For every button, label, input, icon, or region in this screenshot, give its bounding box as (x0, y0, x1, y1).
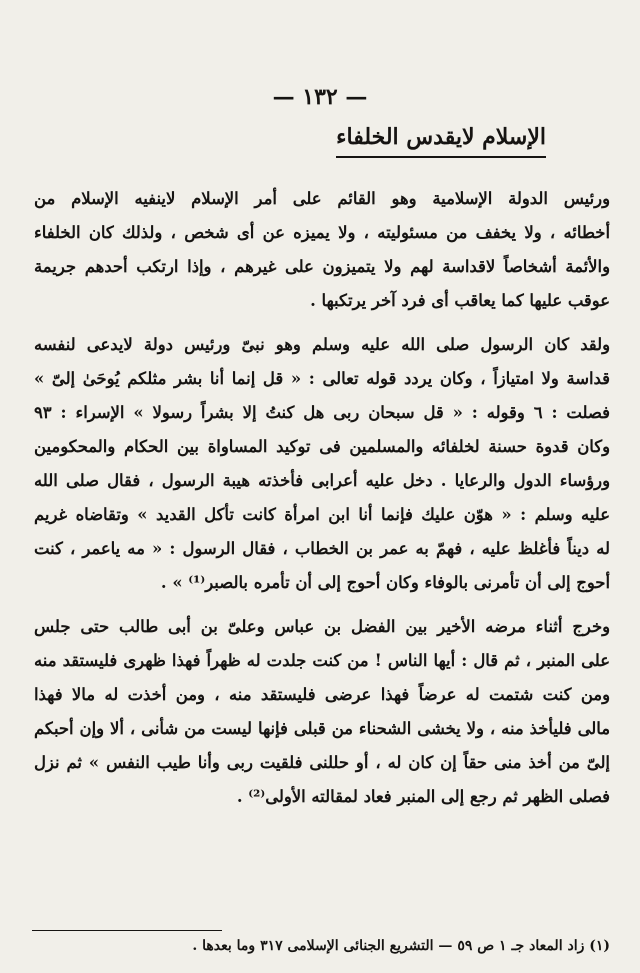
text-line: وكان قدوة حسنة لخلفائه والمسلمين فى توكيد المساواة بين الحكام والمحكومين (34, 437, 610, 456)
text-line: له ديناً فأغلظ عليه ، فهمّ به عمر بن الخطاب ، فقال الرسول : « مه ياعمر ، كنت (34, 539, 610, 558)
text-line: ورئيس الدولة الإسلامية وهو القائم على أمر الإسلام لاينفيه الإسلام من (34, 189, 610, 208)
text-line: قداسة ولا امتيازاً ، وكان يردد قوله تعالى : « قل إنما أنا بشر مثلكم يُوحَىٰ إلىّ » (34, 369, 610, 388)
text-line: عليه وسلم : « هوّن عليك فإنما أنا ابن امرأة كانت تأكل القديد » وتقاضاه غريم (34, 505, 610, 524)
footnote-divider (32, 930, 222, 931)
text-line: أخطائه ، ولا يخفف من مسئوليته ، ولا يميزه عن أى شخص ، ولذلك كان الخلفاء (34, 223, 610, 242)
text-line: ولقد كان الرسول صلى الله عليه وسلم وهو نبىّ ورئيس دولة لايدعى لنفسه (34, 335, 610, 354)
text-line: أحوج إلى أن تأمرنى بالوفاء وكان أحوج إلى أن تأمره بالصبر⁽¹⁾ » . (160, 573, 610, 592)
text-line: مالى فليأخذ منه ، ولا يخشى الشحناء من قبلى فإنها ليست من شأنى ، ألا وإن أحبكم (34, 719, 610, 738)
text-line: عوقب عليها كما يعاقب أى فرد آخر يرتكبها . (310, 291, 610, 310)
text-line: على المنبر ، ثم قال : أيها الناس ! من كنت جلدت له ظهراً فهذا ظهرى فليستقد منه (34, 651, 610, 670)
text-line: إلىّ من أخذ منى حقاً إن كان له ، أو حللنى فلقيت ربى وأنا طيب النفس » ثم نزل (34, 753, 610, 772)
paragraph-gap (34, 318, 610, 328)
footnote: (١) زاد المعاد جـ ١ ص ٥٩ — التشريع الجنائى الإسلامى ٣١٧ وما بعدها . (192, 938, 610, 954)
page-number: — ١٣٢ — (272, 84, 368, 110)
body-text (34, 182, 610, 814)
section-title: الإسلام لايقدس الخلفاء (336, 124, 546, 158)
paragraph-3 (34, 610, 610, 814)
text-line: فصلت : ٦ وقوله : « قل سبحان ربى هل كنتُ إلا بشراً رسولا » الإسراء : ٩٣ (34, 403, 610, 422)
text-line: فصلى الظهر ثم رجع إلى المنبر فعاد لمقالته الأولى⁽²⁾ . (236, 787, 610, 806)
paragraph-2 (34, 328, 610, 600)
text-line: ورؤساء الدول والرعايا . دخل عليه أعرابى فأخذته هيبة الرسول ، فقال صلى الله (34, 471, 610, 490)
text-line: والأئمة أشخاصاً لاقداسة لهم ولا يتميزون على غيرهم ، وإذا ارتكب أحدهم جريمة (34, 257, 610, 276)
paragraph-1 (34, 182, 610, 318)
text-line: وخرج أثناء مرضه الأخير بين الفضل بن عباس وعلىّ بن أبى طالب حتى جلس (34, 617, 610, 636)
paragraph-gap (34, 600, 610, 610)
text-line: ومن كنت شتمت له عرضاً فهذا عرضى فليستقد منه ، ومن أخذت له مالا فهذا (34, 685, 610, 704)
